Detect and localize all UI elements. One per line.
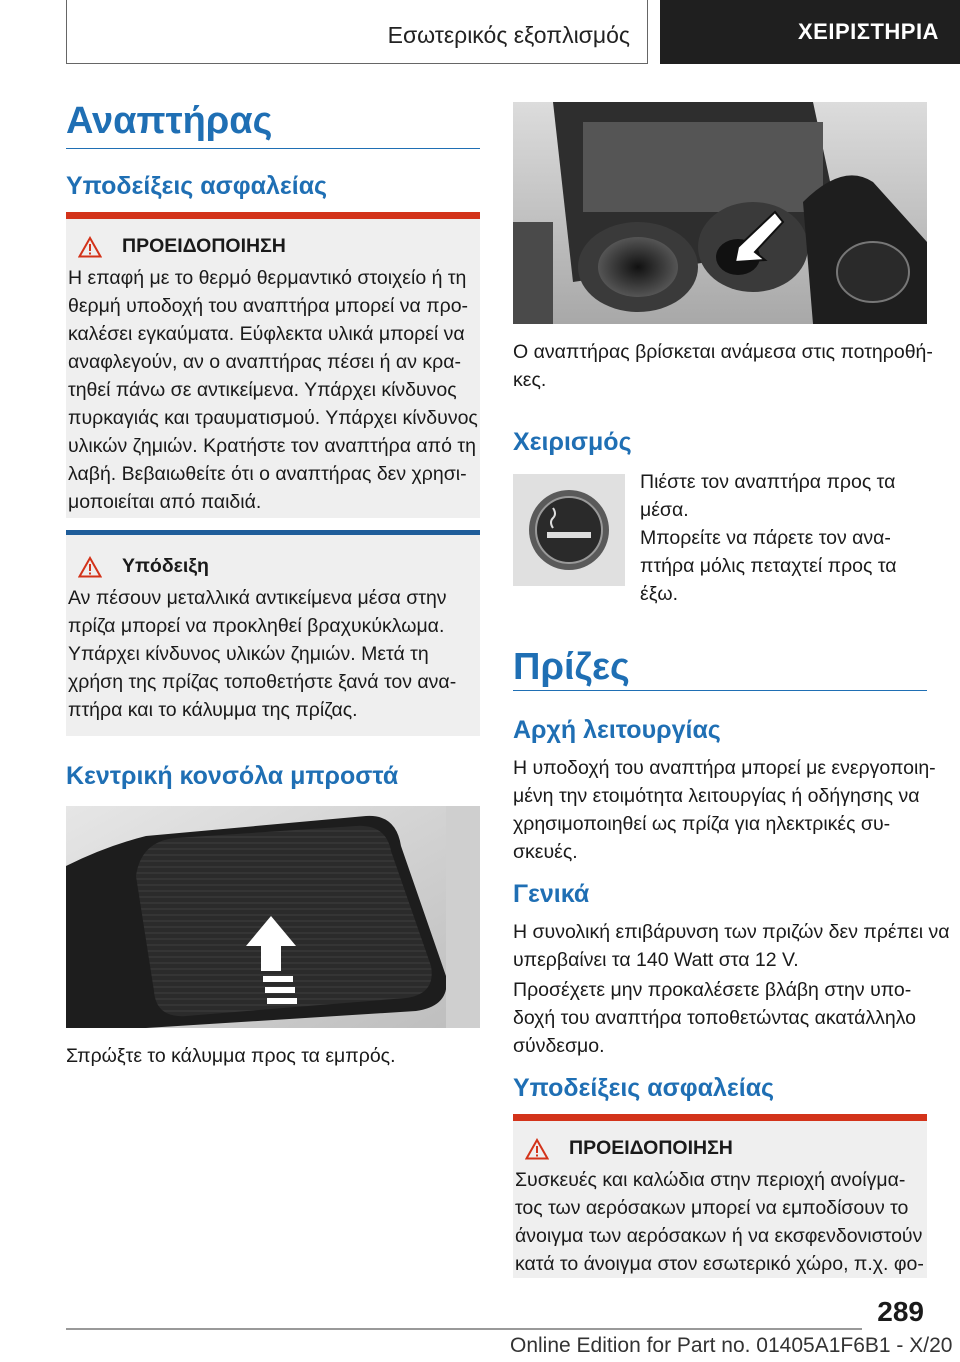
warning-line: λαβή. Βεβαιωθείτε ότι ο αναπτήρας δεν χρησι-	[68, 463, 467, 485]
lighter-caption-1: Ο αναπτήρας βρίσκεται ανάμεσα στις ποτηροθή-	[513, 341, 933, 363]
warning-triangle-icon	[525, 1138, 549, 1160]
warning-line: αναφλεγούν, αν ο αναπτήρας πέσει ή αν κρα-	[68, 351, 461, 373]
lighter-location-photo	[513, 102, 927, 324]
operation-line: Πιέστε τον αναπτήρα προς τα	[640, 471, 896, 493]
warning-line: τηθεί πάνω σε αντικείμενα. Υπάρχει κίνδυνος	[68, 379, 457, 401]
general-line: σύνδεσμο.	[513, 1035, 605, 1057]
warning-label: ΠΡΟΕΙΔΟΠΟΙΗΣΗ	[122, 235, 286, 257]
safety-heading-left: Υποδείξεις ασφαλείας	[66, 172, 328, 200]
general-line: υπερβαίνει τα 140 Watt στα 12 V.	[513, 949, 799, 971]
warning-box-2	[513, 1114, 927, 1278]
cigarette-icon	[547, 532, 585, 538]
operation-line: έξω.	[640, 583, 679, 605]
warning-label: ΠΡΟΕΙΔΟΠΟΙΗΣΗ	[569, 1137, 733, 1159]
lighter-caption-2: κες.	[513, 369, 547, 391]
safety-heading-right: Υποδείξεις ασφαλείας	[513, 1074, 775, 1102]
console-heading: Κεντρική κονσόλα μπροστά	[66, 762, 399, 790]
sockets-rule	[513, 690, 927, 691]
lighter-button-image	[513, 474, 625, 586]
principle-line: μένη την ετοιμότητα λειτουργίας ή οδήγησης να	[513, 785, 920, 807]
page-title: Αναπτήρας	[66, 100, 273, 142]
general-line: δοχή του αναπτήρα τοποθετώντας ακατάλληλο	[513, 1007, 916, 1029]
warning-bar	[513, 1114, 927, 1121]
note-line: Υπάρχει κίνδυνος υλικών ζημιών. Μετά τη	[68, 643, 429, 665]
warning-line: πυρκαγιάς και τραυματισμού. Υπάρχει κίνδυνος	[68, 407, 478, 429]
console-cover-photo	[66, 806, 480, 1028]
note-line: πτήρα και το κάλυμμα της πρίζας.	[68, 699, 358, 721]
warning-triangle-icon	[78, 236, 102, 258]
title-rule	[66, 148, 480, 149]
header-chapter-label: ΧΕΙΡΙΣΤΗΡΙΑ	[798, 19, 939, 44]
operation-line: μέσα.	[640, 499, 689, 521]
note-line: πρίζα μπορεί να προκληθεί βραχυκύκλωμα.	[68, 615, 445, 637]
warning-bar	[66, 212, 480, 219]
warning-line: θερμή υποδοχή του αναπτήρα μπορεί να προ-	[68, 295, 469, 317]
warning-box-1	[66, 212, 480, 518]
operation-line: Μπορείτε να πάρετε τον ανα-	[640, 527, 891, 549]
note-line: Αν πέσουν μεταλλικά αντικείμενα μέσα στην	[68, 587, 447, 609]
principle-line: χρησιμοποιηθεί ως πρίζα για ηλεκτρικές συ-	[513, 813, 891, 835]
sockets-title: Πρίζες	[513, 646, 630, 688]
general-heading: Γενικά	[513, 880, 590, 908]
note-line: χρήση της πρίζας τοποθετήστε ξανά τον ανα-	[68, 671, 457, 693]
warning-line: μοποιείται από παιδιά.	[68, 491, 262, 513]
page-number: 289	[877, 1296, 924, 1327]
warning-line: άνοιγμα των αερόσακων ή να εκσφενδονιστούν	[515, 1225, 923, 1247]
general-line: Η συνολική επιβάρυνση των πριζών δεν πρέπει να	[513, 921, 950, 943]
console-caption: Σπρώξτε το κάλυμμα προς τα εμπρός.	[66, 1045, 396, 1067]
warning-line: Η επαφή με το θερμό θερμαντικό στοιχείο ή τη	[68, 267, 467, 289]
operation-heading: Χειρισμός	[513, 428, 632, 456]
header-chapter-tab[interactable]	[660, 0, 960, 64]
note-label: Υπόδειξη	[122, 555, 209, 577]
note-box	[66, 530, 480, 736]
notice-triangle-icon	[78, 556, 102, 578]
warning-line: υλικών ζημιών. Κρατήστε τον αναπτήρα από τη	[68, 435, 476, 457]
warning-line: κατά το άνοιγμα στον εσωτερικό χώρο, π.χ. φο-	[515, 1253, 924, 1275]
footer-rule	[66, 1328, 862, 1330]
operation-line: πτήρα μόλις πεταχτεί προς τα	[640, 555, 897, 577]
general-line: Προσέχετε μην προκαλέσετε βλάβη στην υπο-	[513, 979, 912, 1001]
warning-line: Συσκευές και καλώδια στην περιοχή ανοίγμα-	[515, 1169, 906, 1191]
footer-edition: Online Edition for Part no. 01405A1F6B1 - X/20	[510, 1334, 953, 1357]
warning-line: τος των αερόσακων μπορεί να εμποδίσουν το	[515, 1197, 909, 1219]
principle-line: Η υποδοχή του αναπτήρα μπορεί με ενεργοποιη-	[513, 757, 936, 779]
principle-heading: Αρχή λειτουργίας	[513, 716, 721, 744]
header-section-title: Εσωτερικός εξοπλισμός	[387, 22, 630, 48]
warning-line: καλέσει εγκαύματα. Εύφλεκτα υλικά μπορεί να	[68, 323, 465, 345]
principle-line: σκευές.	[513, 841, 578, 863]
